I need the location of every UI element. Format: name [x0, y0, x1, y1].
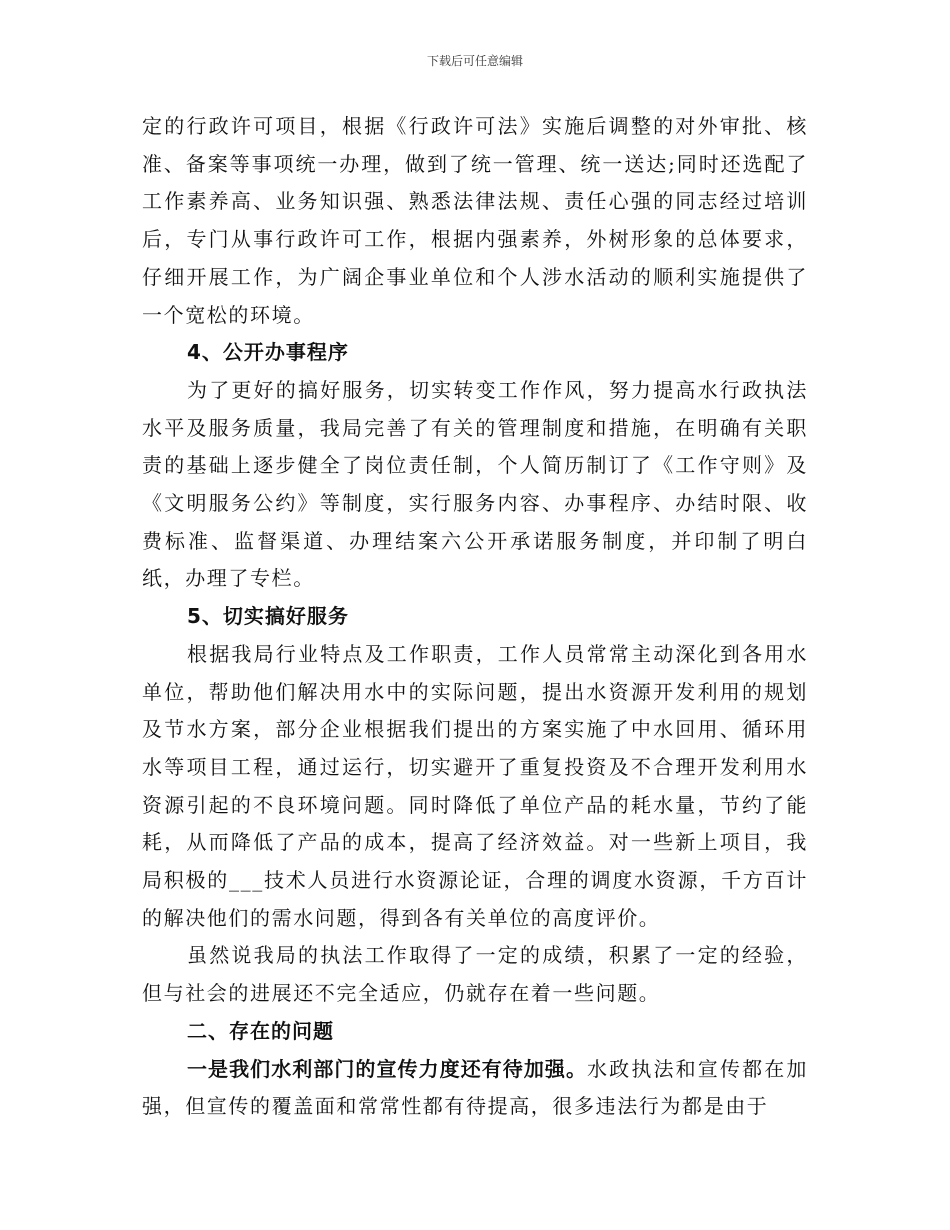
- paragraph-text: 水政执法和宣传都在加强，但宣传的覆盖面和常常性都有待提高，很多违法行为都是由于: [142, 1056, 809, 1119]
- body-paragraph: 根据我局行业特点及工作职责，工作人员常常主动深化到各用水单位，帮助他们解决用水中的实际问题，提出水资源开发利用的规划及节水方案，部分企业根据我们提出的方案实施了中水回用、循环用水等项目工程，通过运行，切实避开了重复投资及不合理开发利用水资源引起的不良环境问题。同时降低了单位产品的耗水量，节约了能耗，从而降低了产品的成本，提高了经济效益。对一些新上项目，我局积极的___技术人员进行水资源论证，合理的调度水资源，千方百计的解决他们的需水问题，得到各有关单位的高度评价。: [142, 641, 808, 930]
- body-paragraph: 虽然说我局的执法工作取得了一定的成绩，积累了一定的经验，但与社会的进展还不完全适应，仍就存在着一些问题。: [142, 943, 808, 1006]
- body-paragraph: [142, 1051, 808, 1126]
- page-header: 下载后可任意编辑: [426, 54, 523, 68]
- section-heading: 二、存在的问题: [187, 1018, 334, 1043]
- section-heading: 4、公开办事程序: [187, 340, 349, 365]
- document-body: [142, 108, 808, 1126]
- section-heading: 5、切实搞好服务: [187, 604, 349, 629]
- body-paragraph: 为了更好的搞好服务，切实转变工作作风，努力提高水行政执法水平及服务质量，我局完善了有关的管理制度和措施，在明确有关职责的基础上逐步健全了岗位责任制，个人简历制订了《工作守则》及《文明服务公约》等制度，实行服务内容、办事程序、办结时限、收费标准、监督渠道、办理结案六公开承诺服务制度，并印制了明白纸，办理了专栏。: [142, 377, 808, 591]
- body-paragraph: 定的行政许可项目，根据《行政许可法》实施后调整的对外审批、核准、备案等事项统一办理，做到了统一管理、统一送达;同时还选配了工作素养高、业务知识强、熟悉法律法规、责任心强的同志经过培训后，专门从事行政许可工作，根据内强素养，外树形象的总体要求，仔细开展工作，为广阔企事业单位和个人涉水活动的顺利实施提供了一个宽松的环境。: [142, 114, 808, 327]
- paragraph-lead-sentence: 一是我们水利部门的宣传力度还有待加强。: [187, 1056, 588, 1081]
